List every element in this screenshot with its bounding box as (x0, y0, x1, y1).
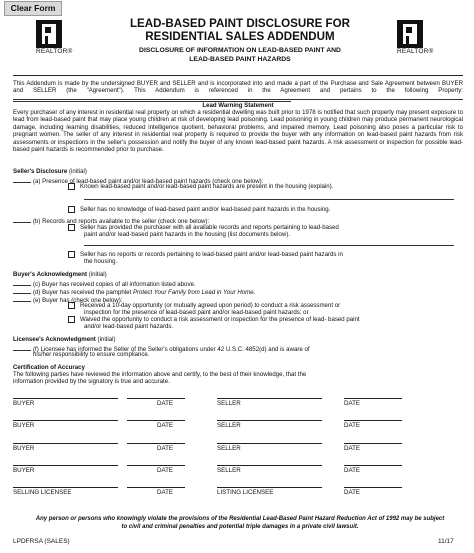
signature-label-right: LISTING LICENSEE (217, 489, 274, 496)
signature-line-left[interactable] (13, 465, 118, 466)
signature-label-date1: DATE (157, 422, 174, 429)
signature-label-right: SELLER (217, 445, 241, 452)
signature-line-right[interactable] (217, 465, 322, 466)
seller-b-initial-field[interactable] (13, 216, 31, 223)
sellers-disclosure-heading (13, 168, 468, 175)
signature-label-date2: DATE (344, 467, 361, 474)
seller-a-opt1-checkbox[interactable] (68, 183, 75, 190)
signature-label-date2: DATE (344, 445, 361, 452)
signature-line-right[interactable] (217, 443, 322, 444)
form-code: LPDFRSA (SALES) (13, 538, 70, 545)
intro-text: This Addendum is made by the undersigned BUYER and SELLER and is incorporated into and made a part of the Purchase and Sale Agreement between BUYER and SELLER (the "Agreement"). This Addendum is referenced in the Agreement and pertains to the following Property: (13, 80, 463, 95)
signature-line-right[interactable] (217, 398, 322, 399)
seller-b-text: (b) Records and reports available to the seller (check one below): (33, 218, 210, 225)
seller-b-opt1-checkbox[interactable] (68, 224, 75, 231)
signature-label-left: SELLING LICENSEE (13, 489, 72, 496)
buyer-d-initial-field[interactable] (13, 287, 31, 294)
title-line-1: LEAD-BASED PAINT DISCLOSURE FOR (129, 17, 351, 30)
sellers-heading-label: Seller's Disclosure (13, 168, 68, 175)
buyer-e-opt2-text-1: Waived the opportunity to conduct a risk assessment or inspection for the presence of lead- based paint (80, 316, 360, 324)
buyers-heading-note: (initial) (88, 271, 107, 278)
buyer-c-initial-field[interactable] (13, 279, 31, 286)
clear-form-button[interactable]: Clear Form (4, 1, 62, 16)
seller-b-opt2-text-1: Seller has no reports or records pertaining to lead-based paint and/or lead-based paint hazards in (80, 251, 343, 259)
signature-line-date2[interactable] (344, 420, 402, 421)
signature-line-date1[interactable] (127, 465, 185, 466)
seller-a-initial-field[interactable] (13, 176, 31, 183)
signature-line-right[interactable] (217, 487, 322, 488)
penalty-notice-line-2: to civil and criminal penalties and potential triple damages in a private civil lawsuit. (121, 524, 359, 530)
buyer-e-initial-field[interactable] (13, 295, 31, 302)
lead-warning-title: Lead Warning Statement (202, 102, 274, 109)
document-subtitle (110, 46, 370, 64)
licensee-f-initial-field[interactable] (13, 344, 31, 351)
licensees-acknowledgment-heading (13, 336, 468, 343)
buyer-d-text: (d) Buyer has received the pamphlet (33, 289, 133, 296)
buyer-e-option-1-cont: inspection for the presence of lead-based paint and/or lead-based paint hazards; or (84, 309, 309, 316)
title-line-2: RESIDENTIAL SALES ADDENDUM (145, 30, 335, 43)
signature-line-left[interactable] (13, 487, 118, 488)
seller-a-explain-line[interactable] (84, 199, 454, 200)
signature-line-date2[interactable] (344, 443, 402, 444)
signature-label-right: SELLER (217, 400, 241, 407)
buyer-e-text: (e) Buyer has (check one below): (33, 297, 123, 304)
document-title (95, 17, 385, 43)
licensee-f-text-1: (f) Licensee has informed the Seller of the Seller's obligations under 42 U.S.C. 4852(d) and is aware of (33, 346, 310, 353)
signature-line-date1[interactable] (127, 487, 185, 488)
seller-b-opt1-text-1: Seller has provided the purchaser with all available records and reports pertaining to lead-based (80, 224, 339, 232)
realtor-label-right: REALTOR (397, 48, 429, 55)
seller-b-option-2-cont: the housing. (84, 258, 118, 265)
seller-a-opt2-checkbox[interactable] (68, 206, 75, 213)
buyer-d-pamphlet-title: Protect Your Family from Lead in Your Home. (132, 289, 256, 296)
signature-line-left[interactable] (13, 420, 118, 421)
signature-label-date1: DATE (157, 489, 174, 496)
signature-label-date2: DATE (344, 400, 361, 407)
buyer-e-opt1-text-1: Received a 10-day opportunity (or mutually agreed upon period) to conduct a risk assessment or (80, 302, 341, 310)
signature-line-date1[interactable] (127, 420, 185, 421)
realtor-label-left: REALTOR (36, 48, 68, 55)
signature-label-date1: DATE (157, 467, 174, 474)
buyer-e-opt1-checkbox[interactable] (68, 302, 75, 309)
seller-a-opt1-text: Known lead-based paint and/or lead-based paint hazards are present in the housing (explain). (80, 183, 334, 191)
signature-label-date1: DATE (157, 445, 174, 452)
penalty-notice (20, 515, 460, 531)
signature-label-left: BUYER (13, 467, 35, 474)
realtor-logo-left (36, 20, 73, 56)
certification-text-1: The following parties have reviewed the information above and certify, to the best of their knowledge, that the (13, 371, 307, 378)
signature-label-right: SELLER (217, 422, 241, 429)
licensee-f-cont: his/her responsibility to ensure compliance. (33, 351, 150, 358)
signature-line-date2[interactable] (344, 487, 402, 488)
signature-line-left[interactable] (13, 398, 118, 399)
header-divider (13, 75, 463, 76)
certification-text-2: information provided by the signatory is true and accurate. (13, 378, 170, 385)
seller-b-option-1-cont: paint and/or lead-based paint hazards in the housing (list documents below). (84, 231, 290, 238)
seller-b-opt2-checkbox[interactable] (68, 251, 75, 258)
signature-label-right: SELLER (217, 467, 241, 474)
signature-line-date2[interactable] (344, 398, 402, 399)
seller-a-text: (a) Presence of lead-based paint and/or lead-based paint hazards (check one below): (33, 178, 264, 185)
signature-line-left[interactable] (13, 443, 118, 444)
subtitle-line-1: DISCLOSURE OF INFORMATION ON LEAD-BASED PAINT AND (139, 47, 341, 54)
signature-label-date2: DATE (344, 422, 361, 429)
buyers-heading-label: Buyer's Acknowledgment (13, 271, 88, 278)
realtor-mark-right: ® (428, 48, 434, 55)
licensees-heading-label: Licensee's Acknowledgment (13, 336, 96, 343)
seller-a-option-2 (68, 206, 474, 214)
signature-label-date1: DATE (157, 400, 174, 407)
subtitle-line-2: LEAD-BASED PAINT HAZARDS (189, 56, 291, 63)
signature-label-left: BUYER (13, 400, 35, 407)
certification-heading: Certification of Accuracy (13, 364, 85, 371)
signature-label-left: BUYER (13, 422, 35, 429)
realtor-mark-left: ® (67, 48, 73, 55)
buyers-acknowledgment-heading (13, 271, 468, 278)
penalty-notice-line-1: Any person or persons who knowingly violate the provisions of the Residential Lead-Based Paint Hazard Reduction Act of 1992 may be subject (35, 516, 445, 522)
buyer-e-opt2-checkbox[interactable] (68, 316, 75, 323)
form-date: 11/17 (438, 538, 454, 545)
realtor-logo-right (397, 20, 434, 56)
seller-a-opt2-text: Seller has no knowledge of lead-based paint and/or lead-based paint hazards in the housing. (80, 206, 331, 214)
intro-paragraph (13, 80, 463, 104)
signature-line-date2[interactable] (344, 465, 402, 466)
licensees-heading-note: (initial) (97, 336, 116, 343)
buyer-e-option-2-cont: and/or lead-based paint hazards. (84, 323, 174, 330)
lead-warning-text: Every purchaser of any interest in residential real property on which a residential dwelling was built prior to 1978 is notified that such property may present exposure to lead from lead-based paint that may place young children at risk of developing lead poisoning. Lead poisoning in young children may produce permanent neurological damage, including learning disabilities, reduced intelligence quotient, behavioral problems, and impaired memory. Lead poisoning also poses a particular risk to pregnant women. The seller of any interest in residential real property is required to provide the buyer with any information on lead-based paint hazards from risk assessments or inspections in the seller's possession and notify the buyer of any known lead-based paint hazards. A risk assessment or inspection for possible lead-based paint hazards is recommended prior to purchase. (13, 109, 463, 154)
signature-line-date1[interactable] (127, 398, 185, 399)
signature-line-date1[interactable] (127, 443, 185, 444)
sellers-heading-note: (initial) (69, 168, 87, 175)
seller-a-option-1 (68, 183, 474, 191)
signature-label-left: BUYER (13, 445, 35, 452)
signature-line-right[interactable] (217, 420, 322, 421)
buyer-c-text: (c) Buyer has received copies of all information listed above. (33, 281, 196, 288)
signature-label-date2: DATE (344, 489, 361, 496)
seller-b-documents-line[interactable] (84, 245, 454, 246)
property-field-line-2[interactable] (13, 99, 463, 100)
